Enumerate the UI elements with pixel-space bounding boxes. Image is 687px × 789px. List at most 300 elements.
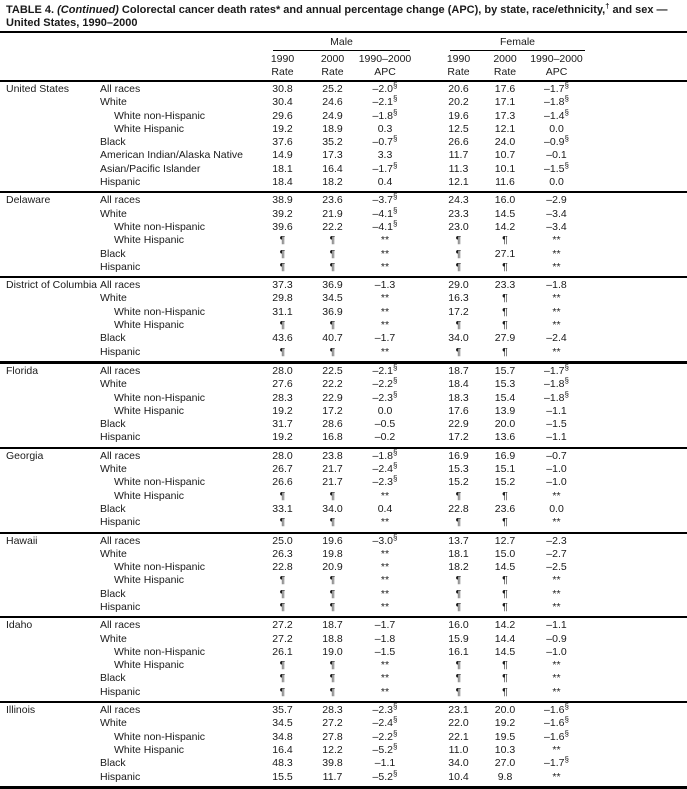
female-apc-cell: 0.0 [549,176,564,189]
female-2000-rate-cell: 17.1 [494,96,516,109]
female-2000-rate-cell: ¶ [502,516,508,529]
state-section [0,449,687,534]
female-apc-cell: –2.5 [546,561,567,574]
male-2000-rate-cell: 22.2 [322,378,343,391]
female-2000-rate-cell: 16.9 [494,449,516,462]
female-apc-cell: –2.9 [546,194,567,207]
male-1990-rate-cell: ¶ [279,574,286,587]
male-apc-cell: ** [380,561,390,574]
female-1990-rate-cell: 22.9 [448,418,469,431]
table-row [0,503,687,516]
table-row [0,418,687,431]
race-ethnicity-label: Hispanic [100,516,141,529]
male-apc-cell: 0.4 [377,176,393,189]
male-1990-rate-cell: 37.3 [272,279,293,292]
male-2000-rate-cell: 19.6 [322,534,343,547]
section-footnote-mark: § [392,702,398,712]
section-footnote-mark: § [392,728,398,738]
table-row [0,672,687,685]
continued-note: (Continued) [57,4,119,16]
race-ethnicity-label: Black [100,136,126,149]
female-2000-rate-cell: ¶ [502,234,508,247]
male-1990-rate-cell: 16.4 [272,743,293,756]
race-ethnicity-label: White [100,547,127,560]
race-ethnicity-label: All races [100,279,141,292]
race-ethnicity-label: Asian/Pacific Islander [100,162,201,175]
female-1990-rate-cell: ¶ [455,260,462,273]
race-ethnicity-label: Hispanic [100,685,141,698]
male-1990-rate-cell: 19.2 [272,431,293,444]
female-2000-rate-cell: 14.5 [494,645,516,658]
table-row [0,389,687,405]
female-apc-cell: –1.8§ [544,389,569,404]
male-2000-rate-cell: 34.5 [322,292,343,305]
table-body [0,82,687,789]
male-apc-cell: ** [380,574,390,587]
male-2000-rate-cell: 11.7 [322,770,343,783]
female-apc-cell: –1.1 [546,404,567,417]
male-2000-rate-cell: ¶ [329,659,336,672]
female-apc-cell: –1.0 [546,463,567,476]
male-apc-cell: ** [380,600,390,613]
race-ethnicity-label: White [100,632,127,645]
state-label: Delaware [6,194,51,207]
female-1990-rate-cell: 16.3 [448,292,469,305]
race-ethnicity-label: White non-Hispanic [114,220,206,233]
section-footnote-mark: § [392,94,398,104]
female-apc-cell: –1.0 [546,476,567,489]
male-apc-cell: 0.4 [377,502,393,515]
female-1990-rate-cell: 23.3 [448,207,469,220]
male-2000-rate-cell: ¶ [329,260,336,273]
female-2000-rate-cell: ¶ [502,672,508,685]
female-1990-rate-cell: ¶ [455,600,462,613]
race-ethnicity-label: All races [100,194,141,207]
female-1990-rate-cell: 17.6 [448,404,469,417]
male-1990-rate-cell: 18.1 [272,162,293,175]
female-apc-cell: ** [552,600,561,613]
female-apc-cell: –1.6§ [544,715,569,730]
female-2000-rate-cell: ¶ [502,587,508,600]
female-1990-rate-cell: 29.0 [448,279,469,292]
race-ethnicity-label: Hispanic [100,260,141,273]
male-1990-rate-cell: 37.6 [272,136,293,149]
male-2000-rate-cell: 35.2 [322,136,343,149]
table-row [0,646,687,659]
title-text: Colorectal cancer death rates* and annual percentage change (APC), by state, race/ethnicity, [118,4,606,16]
race-ethnicity-label: White Hispanic [114,404,185,417]
race-ethnicity-label: Black [100,587,126,600]
female-apc-cell: –1.1 [546,431,567,444]
male-apc-cell: 3.3 [377,149,393,162]
race-ethnicity-label: White Hispanic [114,574,185,587]
male-1990-rate-cell: 30.4 [272,96,293,109]
male-apc-header: 1990–2000 APC [358,53,412,78]
table-row [0,619,687,632]
race-ethnicity-label: All races [100,449,141,462]
female-2000-rate-cell: ¶ [502,600,508,613]
female-apc-cell: ** [552,260,561,273]
female-2000-rate-cell: 11.6 [495,176,515,189]
group-header-row [0,36,687,51]
state-section [0,278,687,364]
female-1990-rate-cell: 12.5 [448,122,469,135]
female-2000-rate-cell: 14.2 [494,220,516,233]
section-footnote-mark: § [564,702,569,712]
female-2000-rate-cell: 20.0 [494,418,516,431]
race-ethnicity-label: American Indian/Alaska Native [100,149,243,162]
male-2000-rate-header: 2000 Rate [320,53,345,78]
race-ethnicity-label: Hispanic [100,600,141,613]
female-1990-rate-cell: ¶ [455,574,462,587]
female-apc-cell: ** [552,319,561,332]
male-apc-cell: ** [380,260,390,273]
female-2000-rate-cell: 13.6 [494,431,516,444]
female-2000-rate-cell: 10.3 [494,743,516,756]
state-label: Florida [6,364,39,377]
section-footnote-mark: § [392,447,398,457]
female-1990-rate-cell: 20.2 [448,96,469,109]
male-apc-cell: –5.2§ [372,768,398,783]
race-ethnicity-label: White Hispanic [114,319,185,332]
female-1990-rate-cell: 17.2 [448,305,469,318]
female-2000-rate-cell: 14.5 [494,561,516,574]
female-2000-rate-cell: 27.9 [494,332,516,345]
race-ethnicity-label: Black [100,418,126,431]
female-apc-cell: –1.5§ [544,160,569,175]
female-1990-rate-cell: ¶ [455,659,462,672]
female-1990-rate-cell: 13.7 [448,534,469,547]
table-row [0,490,687,503]
female-1990-rate-cell: 17.2 [448,431,469,444]
female-1990-rate-cell: 22.8 [448,502,469,515]
section-footnote-mark: § [564,362,569,372]
male-apc-cell: ** [380,305,390,318]
section-footnote-mark: § [564,134,569,144]
race-ethnicity-label: White Hispanic [114,659,185,672]
female-1990-rate-cell: 22.0 [448,717,469,730]
section-footnote-mark: § [564,94,569,104]
table-row [0,768,687,784]
race-ethnicity-label: All races [100,83,141,95]
dagger-footnote-mark: † [605,1,610,11]
male-2000-rate-cell: 19.8 [322,547,343,560]
race-ethnicity-label: White non-Hispanic [114,561,206,574]
male-apc-cell: ** [380,659,390,672]
male-2000-rate-cell: ¶ [329,319,336,332]
male-apc-cell: ** [380,234,390,247]
female-apc-cell: –1.8§ [544,94,569,109]
race-ethnicity-label: Hispanic [100,770,141,783]
male-1990-rate-cell: 25.0 [272,534,293,547]
table-row [0,532,687,548]
female-apc-header: 1990–2000 APC [530,53,583,78]
race-ethnicity-label: White [100,292,127,305]
female-1990-rate-cell: 11.0 [448,743,469,756]
male-1990-rate-cell: ¶ [279,489,286,502]
female-1990-rate-cell: 15.2 [448,476,469,489]
male-2000-rate-cell: 21.9 [322,207,343,220]
section-footnote-mark: § [392,768,398,778]
female-1990-rate-cell: 24.3 [448,194,469,207]
table-row [0,218,687,234]
male-2000-rate-cell: 22.2 [322,220,343,233]
male-apc-cell: –1.8§ [372,447,398,462]
female-apc-cell: –1.5 [546,418,567,431]
table-row [0,319,687,332]
female-1990-rate-cell: 19.6 [448,109,469,122]
male-1990-rate-header: 1990 Rate [270,53,295,78]
race-ethnicity-label: White non-Hispanic [114,305,206,318]
male-2000-rate-cell: 16.4 [322,162,343,175]
male-apc-cell: –2.0§ [372,81,398,95]
male-apc-cell: –3.0§ [372,532,398,547]
table-row [0,96,687,109]
female-2000-rate-cell: 15.3 [494,378,516,391]
section-footnote-mark: § [392,160,398,170]
male-apc-cell: –1.1 [374,757,396,770]
male-apc-cell: ** [380,685,390,698]
table-row [0,261,687,274]
female-2000-rate-cell: ¶ [502,574,508,587]
female-2000-rate-cell: 10.7 [494,149,516,162]
male-2000-rate-cell: 18.2 [322,176,343,189]
female-apc-cell: ** [552,234,561,247]
female-1990-rate-cell: ¶ [455,685,462,698]
race-ethnicity-label: White Hispanic [114,122,185,135]
male-2000-rate-cell: ¶ [329,574,336,587]
male-2000-rate-cell: ¶ [329,600,336,613]
section-footnote-mark: § [392,134,398,144]
section-footnote-mark: § [564,715,569,725]
male-apc-cell: –1.5 [374,645,396,658]
male-2000-rate-cell: 18.9 [322,122,343,135]
table-number: TABLE 4. [6,4,55,16]
race-ethnicity-label: Black [100,247,126,260]
male-1990-rate-cell: 26.7 [272,463,293,476]
title-text-end: and sex — [609,4,668,16]
spacer [97,60,255,62]
female-apc-cell: –2.4 [546,332,567,345]
column-header-row [0,51,687,78]
female-2000-rate-cell: 12.1 [494,122,516,135]
male-1990-rate-cell: ¶ [279,685,286,698]
female-apc-cell: ** [552,672,561,685]
race-ethnicity-label: White non-Hispanic [114,476,206,489]
table-row [0,574,687,587]
female-1990-rate-cell: 20.6 [448,83,469,95]
section-footnote-mark: § [564,389,569,399]
female-apc-cell: –3.4 [546,207,567,220]
male-1990-rate-cell: 43.6 [272,332,293,345]
section-footnote-mark: § [564,376,569,386]
state-label: Illinois [6,704,36,717]
race-ethnicity-label: Black [100,672,126,685]
female-2000-rate-cell: 14.4 [494,632,516,645]
male-2000-rate-cell: 21.7 [322,463,343,476]
section-footnote-mark: § [392,532,398,542]
male-apc-cell: ** [380,292,390,305]
female-1990-rate-cell: 10.4 [448,770,469,783]
state-label: Georgia [6,449,44,462]
race-ethnicity-label: White non-Hispanic [114,645,206,658]
male-2000-rate-cell: 23.6 [322,194,343,207]
female-1990-rate-cell: ¶ [455,587,462,600]
male-apc-cell: –3.7§ [372,192,398,207]
table-row [0,378,687,391]
state-section [0,364,687,449]
table-row [0,405,687,418]
state-section [0,534,687,619]
male-2000-rate-cell: 22.5 [322,364,343,377]
female-1990-rate-cell: 34.0 [448,332,469,345]
male-apc-cell: ** [380,516,390,529]
female-2000-rate-cell: 17.6 [494,83,516,95]
male-1990-rate-cell: 29.8 [272,292,293,305]
table-row [0,601,687,614]
race-ethnicity-label: White [100,717,127,730]
male-1990-rate-cell: 34.5 [272,717,293,730]
table-row [0,476,687,489]
table-row [0,463,687,476]
male-apc-cell: ** [380,247,390,260]
section-footnote-mark: § [392,741,398,751]
section-footnote-mark: § [392,389,398,399]
state-section [0,193,687,278]
male-1990-rate-cell: 26.3 [272,547,293,560]
table-row [0,516,687,529]
male-apc-cell: –1.8 [374,632,396,645]
male-1990-rate-cell: 27.2 [272,632,293,645]
male-1990-rate-cell: 15.5 [272,770,293,783]
female-apc-cell: –1.8§ [544,376,569,391]
male-1990-rate-cell: 28.0 [272,364,293,377]
female-2000-rate-cell: ¶ [502,305,508,318]
state-label: Hawaii [6,534,38,547]
female-1990-rate-cell: 18.4 [448,378,469,391]
male-apc-cell: 0.3 [377,122,393,135]
female-apc-cell: –1.4§ [544,107,569,122]
female-2000-rate-cell: 19.5 [494,730,516,743]
table-row [0,176,687,189]
male-2000-rate-cell: 28.3 [322,704,343,717]
section-footnote-mark: § [392,81,398,90]
male-1990-rate-cell: 35.7 [272,704,293,717]
section-footnote-mark: § [392,107,398,117]
race-ethnicity-label: White non-Hispanic [114,730,206,743]
table-row [0,362,687,378]
male-2000-rate-cell: ¶ [329,234,336,247]
female-1990-rate-cell: 12.1 [448,176,469,189]
race-ethnicity-label: White [100,463,127,476]
section-footnote-mark: § [564,81,569,90]
female-1990-rate-cell: 26.6 [448,136,469,149]
female-1990-rate-cell: 16.0 [448,619,469,632]
male-2000-rate-cell: 22.9 [322,391,343,404]
male-1990-rate-cell: 19.2 [272,122,293,135]
female-apc-cell: ** [552,247,561,260]
female-1990-rate-cell: ¶ [455,672,462,685]
male-2000-rate-cell: 24.9 [322,109,343,122]
male-apc-cell: –1.3 [374,279,396,292]
male-1990-rate-cell: ¶ [279,247,286,260]
male-apc-cell: –2.1§ [372,94,398,109]
race-ethnicity-label: All races [100,704,141,717]
female-2000-rate-header: 2000 Rate [493,53,517,78]
male-1990-rate-cell: 26.6 [272,476,293,489]
title-rule [0,31,687,33]
race-ethnicity-label: Black [100,502,126,515]
male-1990-rate-cell: 31.1 [272,305,293,318]
female-1990-rate-cell: 15.3 [448,463,469,476]
table-row [0,194,687,207]
female-2000-rate-cell: ¶ [502,345,508,358]
female-apc-cell: ** [552,587,561,600]
race-ethnicity-label: White [100,378,127,391]
female-2000-rate-cell: ¶ [502,685,508,698]
female-2000-rate-cell: ¶ [502,292,508,305]
female-1990-rate-header: 1990 Rate [446,53,471,78]
female-apc-cell: 0.0 [549,122,564,135]
male-apc-cell: –2.4§ [372,715,398,730]
male-2000-rate-cell: ¶ [329,685,336,698]
male-apc-cell: 0.0 [377,404,393,417]
female-1990-rate-cell: 18.2 [448,561,469,574]
male-1990-rate-cell: ¶ [279,345,286,358]
male-apc-cell: –2.4§ [372,461,398,476]
female-apc-cell: ** [552,305,561,318]
table-row [0,248,687,261]
race-ethnicity-label: White non-Hispanic [114,391,206,404]
male-1990-rate-cell: 38.9 [272,194,293,207]
female-2000-rate-cell: ¶ [502,489,508,502]
female-1990-rate-cell: 16.1 [448,645,469,658]
race-ethnicity-label: All races [100,364,141,377]
male-apc-cell: ** [380,547,390,560]
female-apc-cell: –1.6§ [544,728,569,743]
male-apc-cell: –4.1§ [372,205,398,220]
male-2000-rate-cell: 23.8 [322,449,343,462]
female-apc-cell: ** [552,659,561,672]
male-2000-rate-cell: 34.0 [322,502,343,515]
male-1990-rate-cell: ¶ [279,672,286,685]
race-ethnicity-label: White Hispanic [114,234,185,247]
male-1990-rate-cell: 48.3 [272,757,293,770]
male-1990-rate-cell: 26.1 [272,645,293,658]
table-row [0,741,687,757]
female-1990-rate-cell: 15.9 [448,632,469,645]
female-apc-cell: –1.7§ [544,81,569,95]
female-2000-rate-cell: 14.5 [494,207,516,220]
female-1990-rate-cell: ¶ [455,516,462,529]
female-apc-cell: –0.1 [546,149,567,162]
female-group-label: Female [450,36,585,51]
male-apc-cell: –0.2 [374,431,396,444]
male-group-label: Male [273,36,410,51]
female-apc-cell: –3.4 [546,220,567,233]
male-2000-rate-cell: ¶ [329,587,336,600]
race-ethnicity-label: Black [100,332,126,345]
table-row [0,431,687,444]
female-1990-rate-cell: 22.1 [448,730,469,743]
table-row [0,588,687,601]
table-title [0,0,687,30]
male-1990-rate-cell: 27.6 [272,378,293,391]
female-1990-rate-cell: 11.3 [448,162,469,175]
male-1990-rate-cell: ¶ [279,260,286,273]
female-2000-rate-cell: 15.2 [494,476,516,489]
state-section [0,618,687,703]
